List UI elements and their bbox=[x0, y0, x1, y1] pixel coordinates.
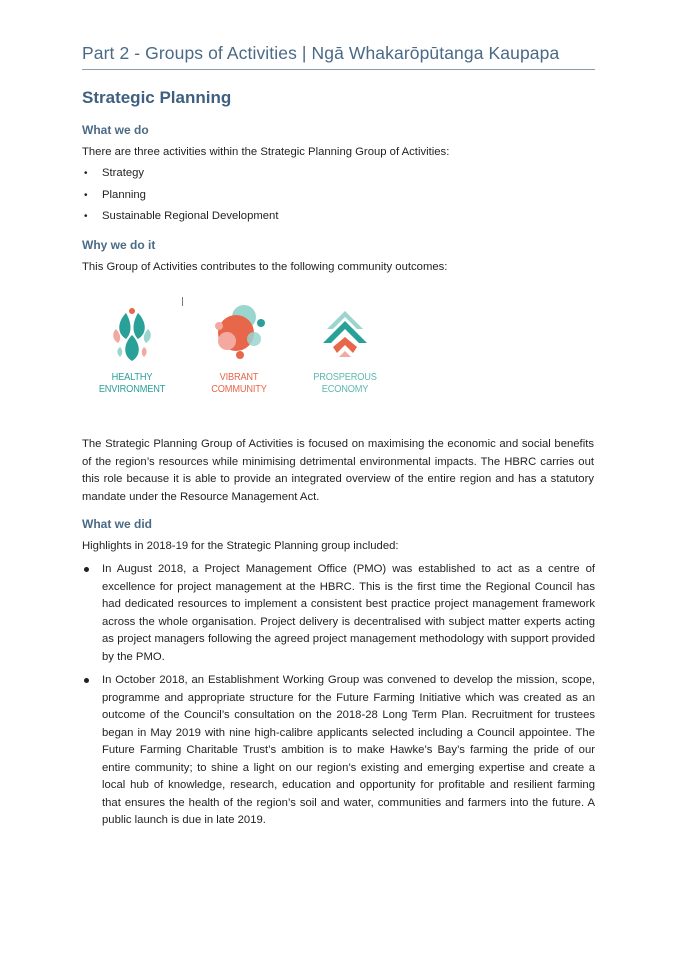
outcome-healthy-environment bbox=[84, 303, 180, 395]
what-we-did-intro: Highlights in 2018-19 for the Strategic Planning group included: bbox=[82, 540, 399, 552]
outcome-label-line: ENVIRONMENT bbox=[98, 383, 166, 395]
leaves-icon bbox=[100, 303, 164, 367]
list-item bbox=[82, 672, 595, 830]
activity-label: Planning bbox=[102, 188, 146, 201]
outcome-label bbox=[197, 371, 281, 395]
list-item bbox=[82, 561, 595, 666]
highlights-list bbox=[82, 561, 595, 836]
what-we-do-intro: There are three activities within the Strategic Planning Group of Activities: bbox=[82, 146, 450, 158]
section-title: Strategic Planning bbox=[82, 88, 232, 107]
what-we-did-heading: What we did bbox=[82, 517, 152, 531]
page-header-title: Part 2 - Groups of Activities | Ngā Whakarōpūtanga Kaupapa bbox=[82, 43, 560, 63]
activity-label: Sustainable Regional Development bbox=[102, 210, 279, 222]
highlight-text: In August 2018, a Project Management Office (PMO) was established to act as a centre of excellence for project management at the HBRC. This is the first time the Regional Council has had dedicated resources to implement a consistent best practice project management framework across the whole organisation. Project delivery is decentralised with subject matter experts acting as project managers following the agreed project management methodology with support provided by the PMO. bbox=[102, 563, 595, 663]
outcome-label-line: HEALTHY bbox=[111, 371, 153, 383]
what-we-do-heading: What we do bbox=[82, 123, 149, 137]
outcome-prosperous-economy bbox=[297, 303, 393, 395]
bullet-icon bbox=[84, 567, 89, 572]
bullet-icon: • bbox=[84, 211, 88, 222]
highlight-text: In October 2018, an Establishment Working Group was convened to develop the mission, scope, programme and appropriate structure for the Future Farming Initiative which was created as an outcome of the Council’s consultation on the 2018-28 Long Term Plan. Recruitment for trustees began in May 2019 with nine high-calibre applicants selected including a Council appointee. The Future Farming Charitable Trust’s ambition is to make Hawke’s Bay’s farming the pride of our entire community; to shine a light on our region’s existing and emerging expertise and create a local hub of knowledge, research, education and opportunity for profitable and resilient farming that ensures the health of the region’s soil and water, communities and farmers into the future. A public launch is due in late 2019. bbox=[102, 674, 595, 826]
bullet-icon: • bbox=[84, 189, 88, 201]
why-we-do-it-heading: Why we do it bbox=[82, 238, 156, 252]
outcome-label-line: ECONOMY bbox=[321, 383, 369, 395]
outcome-label bbox=[90, 371, 174, 395]
bullet-icon bbox=[84, 678, 89, 683]
bullet-icon: • bbox=[84, 168, 88, 179]
circles-icon bbox=[206, 303, 272, 367]
outcome-vibrant-community bbox=[191, 303, 287, 395]
header-divider bbox=[82, 69, 595, 70]
divider-mark bbox=[182, 297, 183, 306]
outcome-label-line: COMMUNITY bbox=[211, 383, 267, 395]
outcome-label bbox=[303, 371, 387, 395]
why-body-paragraph: The Strategic Planning Group of Activities is focused on maximising the economic and social benefits of the region’s resources while minimising detrimental environmental impacts. The HBRC carries out this role because it is able to provide an integrated overview of the entire region and has a statutory mandate under the Resource Management Act. bbox=[82, 438, 594, 503]
outcome-label-line: PROSPEROUS bbox=[313, 371, 377, 383]
roof-icon bbox=[313, 303, 377, 367]
outcome-label-line: VIBRANT bbox=[219, 371, 259, 383]
why-we-do-it-intro: This Group of Activities contributes to the following community outcomes: bbox=[82, 261, 448, 273]
activity-label: Strategy bbox=[102, 167, 145, 179]
